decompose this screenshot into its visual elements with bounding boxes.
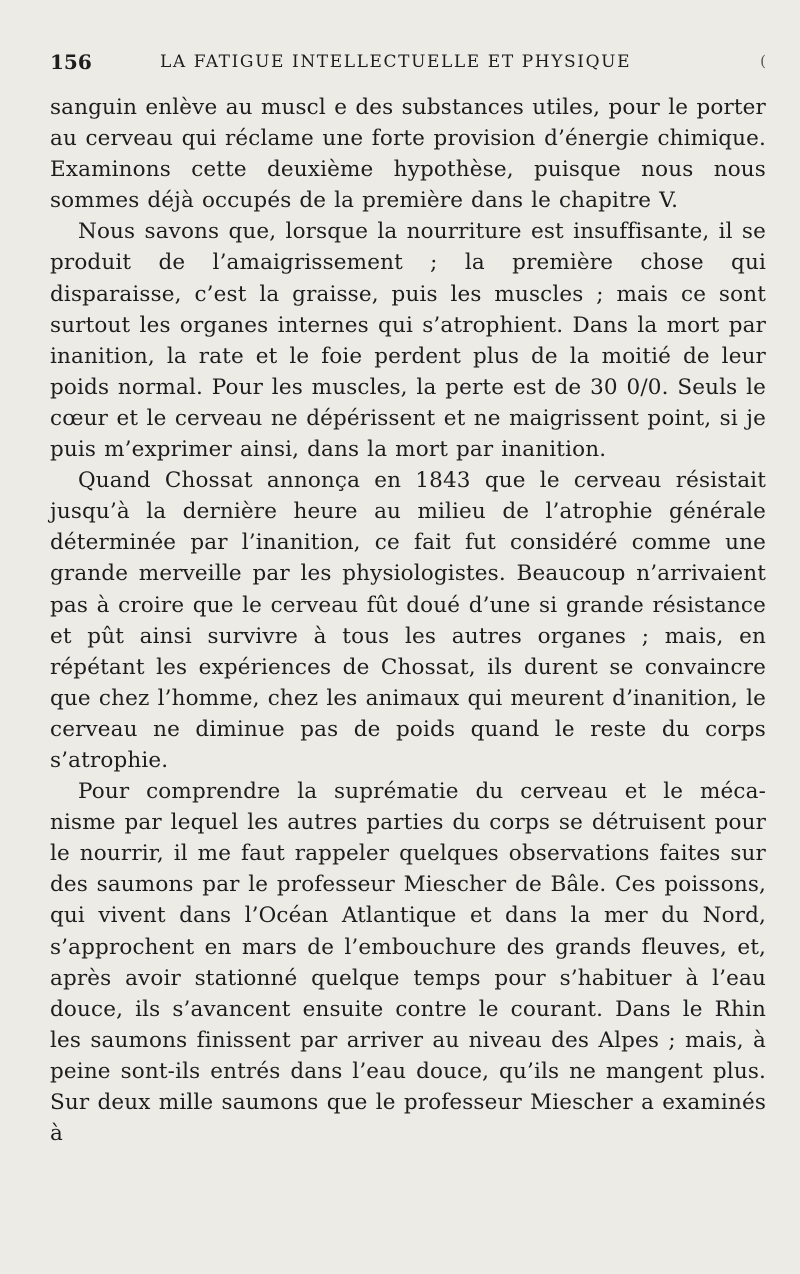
paragraph-4: Pour comprendre la suprématie du cerveau et le méca- nisme par lequel les autres parties du corps se détruisent pour le nourrir, il me faut rappeler quelques observations faites sur des saumons par le professeur Miescher de Bâle. Ces poissons, qui vivent dans l’Océan Atlantique et dans la mer du Nord, s’approchent en mars de l’embouchure des grands fleuves, et, après avoir stationné quelque temps pour s’habituer à l’eau douce, ils s’avancent ensuite contre le courant. Dans le Rhin les saumons finissent par arriver au niveau des Alpes ; mais, à peine sont-ils entrés dans l’eau douce, qu’ils ne mangent plus. Sur deux mille saumons que le professeur Miescher a examinés à [50, 779, 766, 1147]
paragraph-1: sanguin enlève au muscl e des substances utiles, pour le porter au cerveau qui réclame une forte provision d’énergie chimique. Examinons cette deuxième hypothèse, puisque nous nous sommes déjà occupés de la première dans le chapitre V. [50, 95, 766, 214]
paragraph-2: Nous savons que, lorsque la nourriture est insuffisante, il se produit de l’amaigrissement ; la première chose qui disparaisse, c’est la graisse, puis les muscles ; mais ce sont surtout les organes internes qui s’atrophient. Dans la mort par inanition, la rate et le foie perdent plus de la moitié de leur poids normal. Pour les muscles, la perte est de 30 0/0. Seuls le cœur et le cerveau ne dépérissent et ne maigrissent point, si je puis m’exprimer ainsi, dans la mort par inanition. [50, 219, 766, 463]
page-number: 156 [50, 50, 92, 74]
body-text [50, 92, 766, 1149]
running-head [50, 46, 766, 86]
running-title: LA FATIGUE INTELLECTUELLE ET PHYSIQUE [160, 52, 632, 72]
paragraph-3: Quand Chossat annonça en 1843 que le cerveau résistait jusqu’à la dernière heure au milieu de l’atrophie générale déterminée par l’inanition, ce fait fut considéré comme une grande merveille par les physiologistes. Beaucoup n’arrivaient pas à croire que le cerveau fût doué d’une si grande résistance et pût ainsi survivre à tous les autres organes ; mais, en répétant les expériences de Chossat, ils durent se convaincre que chez l’homme, chez les animaux qui meurent d’inanition, le cerveau ne diminue pas de poids quand le reste du corps s’atrophie. [50, 468, 766, 773]
corner-mark: ( [760, 52, 766, 70]
